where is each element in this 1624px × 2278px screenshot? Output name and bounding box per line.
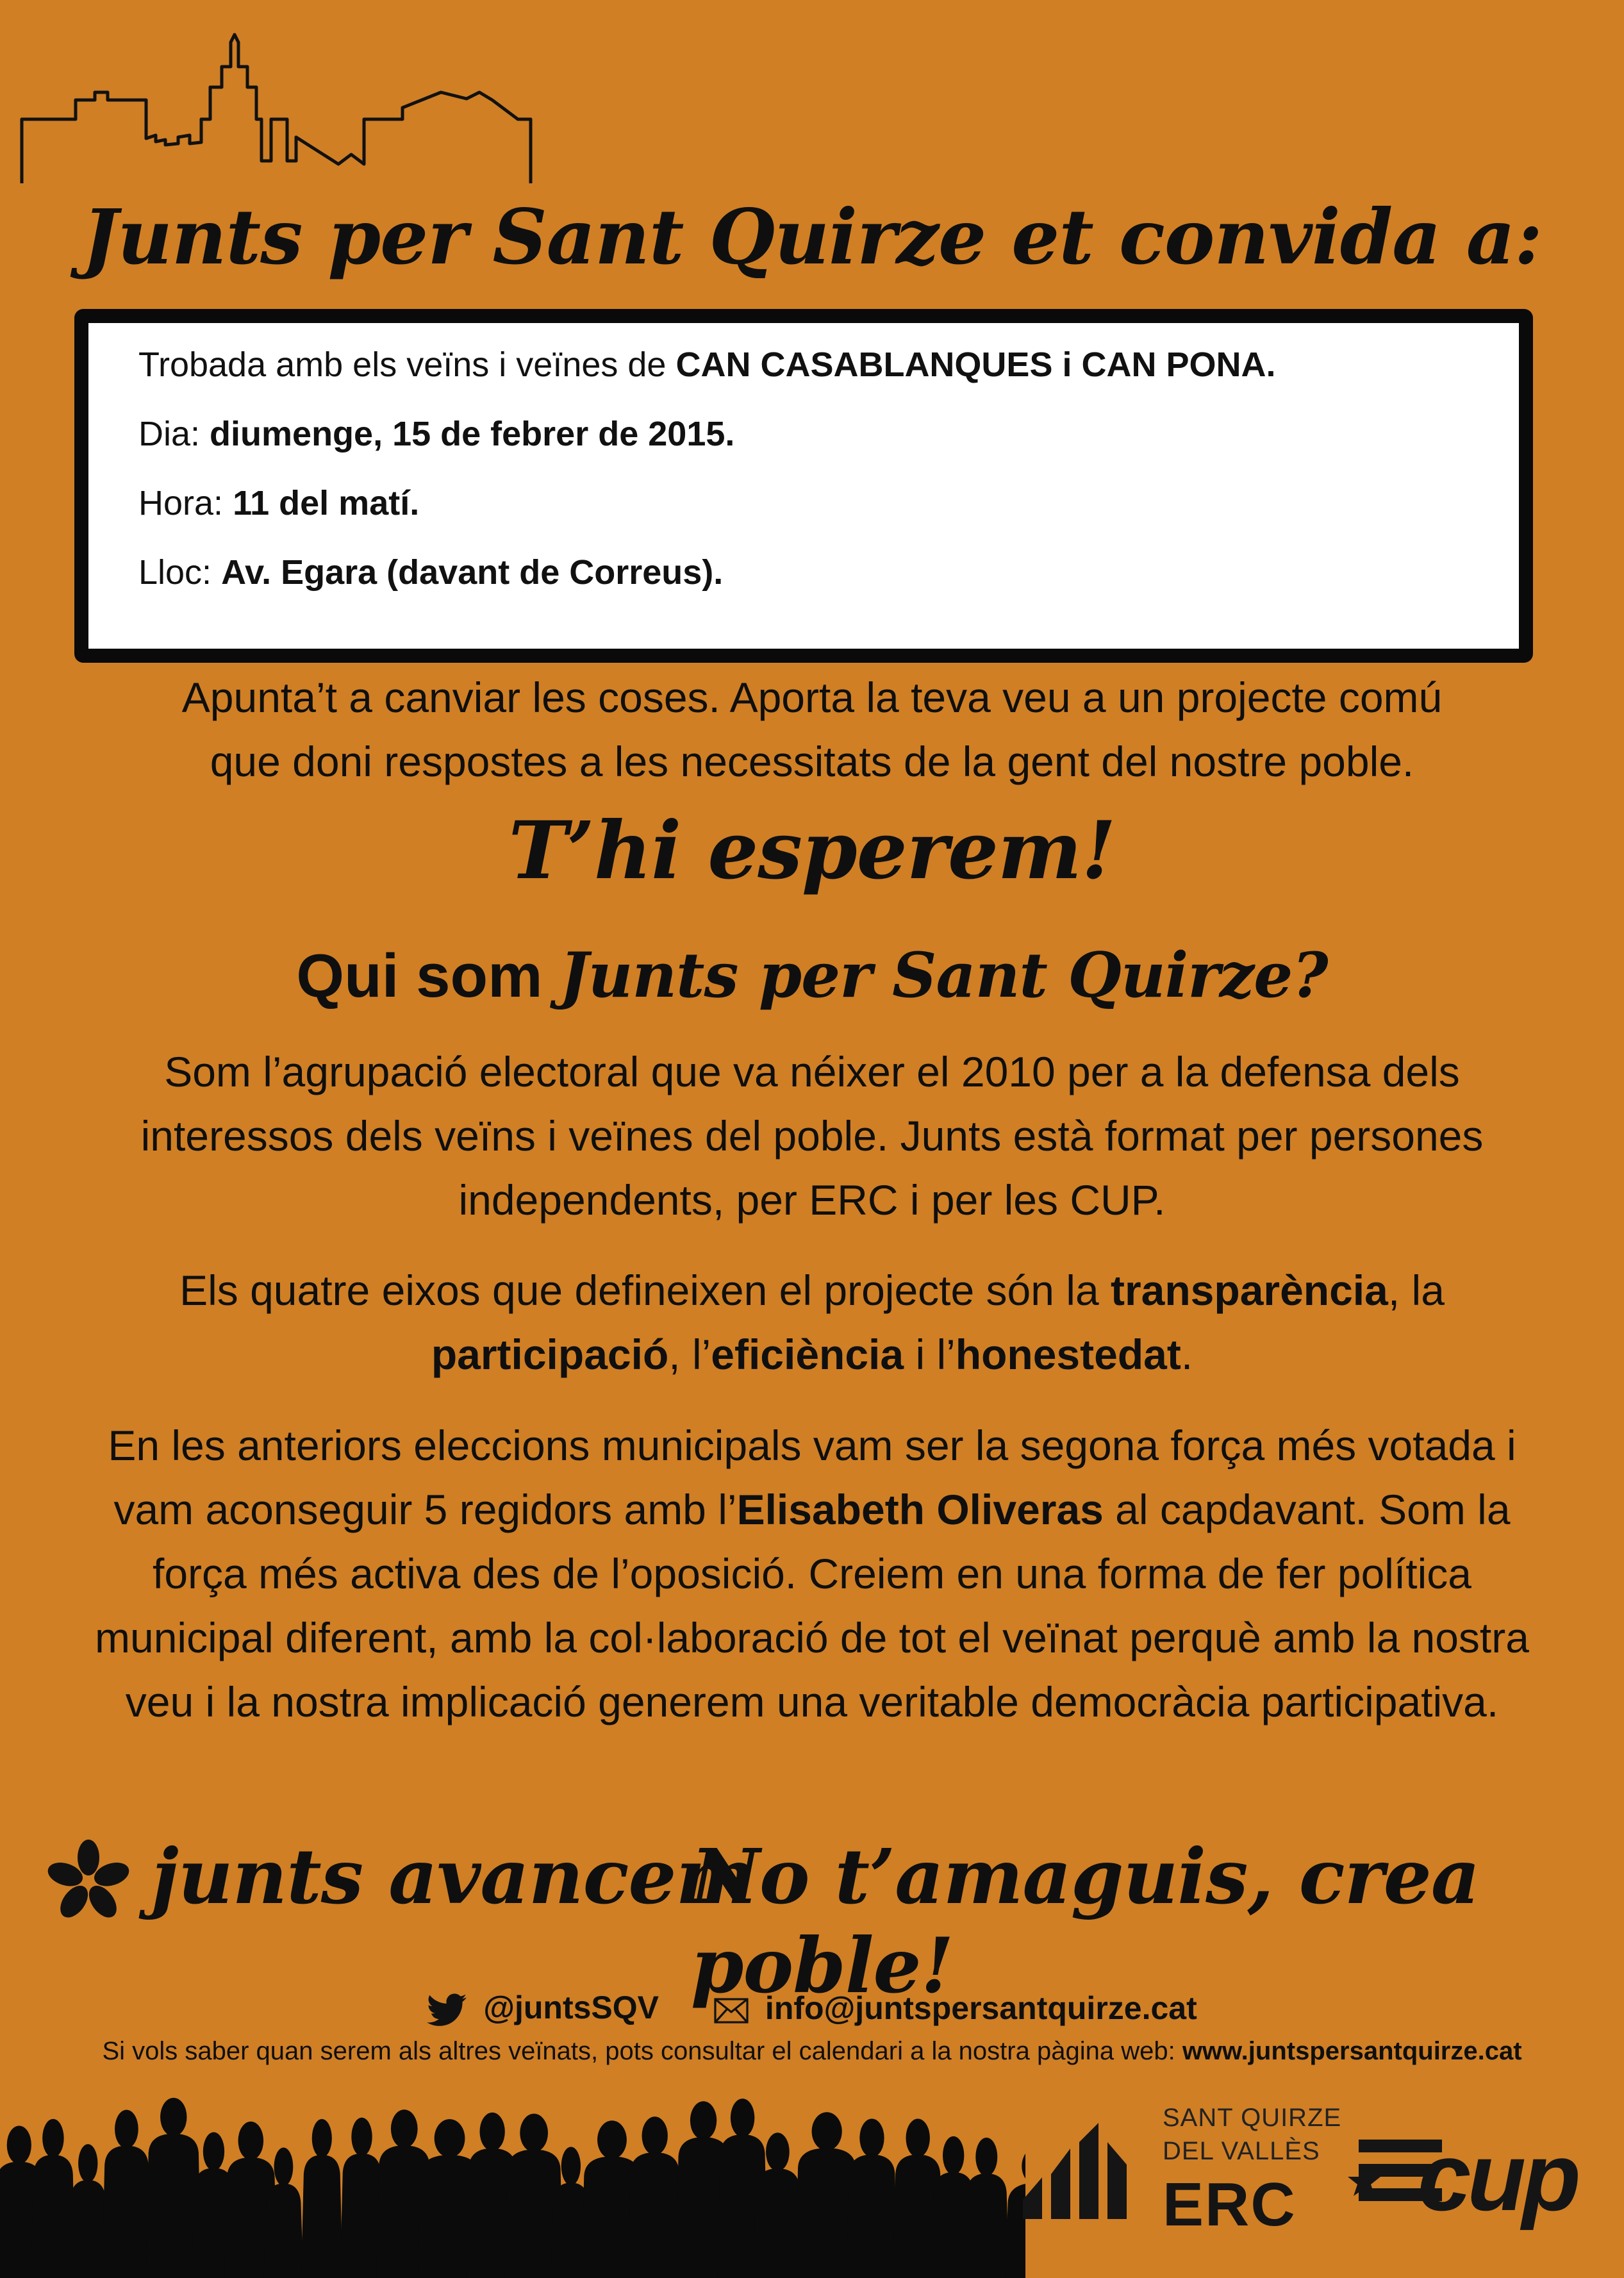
website-link[interactable]: www.juntspersantquirze.cat bbox=[1182, 2037, 1522, 2065]
crowd-person-head bbox=[520, 2114, 548, 2152]
erc-logo-text: ERC bbox=[1163, 2170, 1297, 2239]
crowd-person-body bbox=[263, 2184, 303, 2278]
crowd-person-head bbox=[203, 2132, 224, 2170]
event-line-time bbox=[138, 483, 419, 523]
who-heading-script: Junts per Sant Quirze? bbox=[559, 939, 1328, 1011]
event-meeting-text: Trobada amb els veïns i veïnes de bbox=[138, 345, 676, 384]
crowd-person-head bbox=[115, 2110, 138, 2149]
crowd-person-head bbox=[274, 2148, 294, 2186]
crowd-person-head bbox=[351, 2118, 372, 2156]
email-contact[interactable] bbox=[714, 1990, 1197, 2027]
intro-line-1: Apunta’t a canviar les coses. Aporta la teva veu a un projecte comú bbox=[181, 674, 1443, 721]
event-line-meeting bbox=[138, 345, 1276, 385]
twitter-bird-icon bbox=[427, 1993, 467, 2027]
crowd-person-head bbox=[42, 2119, 63, 2157]
calendar-note bbox=[0, 2037, 1624, 2066]
event-meeting-location: CAN CASABLANQUES i CAN PONA. bbox=[675, 345, 1276, 384]
crowd-person-head bbox=[312, 2119, 332, 2157]
axes-text-2: , la bbox=[1388, 1267, 1445, 1314]
axes-text-5: . bbox=[1181, 1331, 1193, 1378]
slogan-crea-poble: No t’amaguis, crea poble! bbox=[691, 1832, 1480, 2010]
elections-candidate-name: Elisabeth Oliveras bbox=[736, 1486, 1104, 1533]
flower-logo-icon bbox=[45, 1838, 132, 1925]
crowd-person-head bbox=[812, 2112, 842, 2150]
event-place-value: Av. Egara (davant de Correus). bbox=[221, 553, 724, 592]
crowd-person-head bbox=[943, 2136, 964, 2175]
event-line-date bbox=[138, 414, 734, 454]
crowd-person-body bbox=[301, 2155, 343, 2278]
crowd-person-head bbox=[975, 2138, 997, 2176]
cup-logo-text: cup bbox=[1418, 2123, 1577, 2231]
event-time-label: Hora: bbox=[138, 484, 233, 522]
who-heading bbox=[0, 939, 1624, 1011]
envelope-icon bbox=[714, 1998, 749, 2024]
paragraph-elections bbox=[77, 1413, 1547, 1734]
twitter-contact[interactable] bbox=[427, 1989, 659, 2027]
crowd-person-head bbox=[731, 2099, 754, 2137]
event-date-value: diumenge, 15 de febrer de 2015. bbox=[210, 415, 735, 453]
elections-text-1: En les anteriors eleccions municipals vam ser la segona força més votada i vam aconseguir 5 regidors amb l’ bbox=[108, 1422, 1516, 1533]
email-address: info@juntspersantquirze.cat bbox=[765, 1990, 1197, 2026]
crowd-person-head bbox=[480, 2113, 505, 2151]
event-place-label: Lloc: bbox=[138, 553, 222, 592]
event-line-place bbox=[138, 553, 723, 592]
crowd-person-head bbox=[561, 2147, 581, 2185]
crowd-person-body bbox=[628, 2152, 682, 2278]
paragraph-axes bbox=[77, 1258, 1547, 1386]
crowd-person-body bbox=[847, 2154, 898, 2278]
event-info-box bbox=[78, 313, 1529, 659]
who-heading-plain: Qui som bbox=[296, 942, 560, 1010]
cheer-text: T’hi esperem! bbox=[508, 804, 1116, 897]
erc-place-line-1: SANT QUIRZE bbox=[1163, 2104, 1342, 2132]
crowd-person-head bbox=[238, 2122, 264, 2160]
axes-efficiency: eficiència bbox=[711, 1331, 904, 1378]
crowd-person-head bbox=[7, 2125, 31, 2164]
axes-text-3: , l’ bbox=[668, 1331, 711, 1378]
crowd-person-head bbox=[642, 2116, 668, 2155]
crowd-silhouette bbox=[0, 2083, 1025, 2278]
crowd-person-body bbox=[68, 2180, 108, 2278]
erc-place-line-2: DEL VALLÈS bbox=[1163, 2137, 1320, 2165]
skyline-illustration bbox=[18, 23, 543, 196]
crowd-person-head bbox=[435, 2119, 465, 2157]
crowd-person-head bbox=[160, 2098, 186, 2136]
axes-honesty: honestedat bbox=[955, 1331, 1181, 1378]
intro-line-2: que doni respostes a les necessitats de la gent del nostre poble. bbox=[210, 738, 1414, 785]
slogan-junts-avancem: junts avancem bbox=[151, 1832, 756, 1921]
crowd-person-head bbox=[766, 2133, 790, 2171]
axes-participation: participació bbox=[431, 1331, 669, 1378]
contact-row bbox=[0, 1987, 1624, 2027]
crowd-person-head bbox=[859, 2118, 884, 2157]
crowd-person-head bbox=[597, 2120, 627, 2159]
crowd-person-body bbox=[753, 2168, 802, 2278]
crowd-person-head bbox=[391, 2109, 418, 2148]
axes-text-4: i l’ bbox=[904, 1331, 956, 1378]
headline-title: Junts per Sant Quirze et convida a: bbox=[82, 192, 1542, 281]
axes-transparency: transparència bbox=[1110, 1267, 1388, 1314]
crowd-person-head bbox=[690, 2101, 717, 2140]
axes-text-1: Els quatre eixos que defineixen el projecte són la bbox=[179, 1267, 1111, 1314]
crowd-person-head bbox=[906, 2119, 929, 2157]
calendar-text: Si vols saber quan serem als altres veïnats, pots consultar el calendari a la nostra pàgina web: bbox=[102, 2037, 1182, 2065]
twitter-handle: @juntsSQV bbox=[483, 1990, 659, 2026]
paragraph-about: Som l’agrupació electoral que va néixer el 2010 per a la defensa dels interessos dels veïns i veïnes del poble. Junts està format per persones independents, per ERC i per les CUP. bbox=[140, 1048, 1484, 1224]
crowd-person-body bbox=[102, 2146, 151, 2278]
elections-text-2: al capdavant. Som la força més activa des de l’oposició. Creiem en una forma de fer política municipal diferent, amb la col·laboració de tot el veïnat perquè amb la nostra veu i la nostra implicació generem una veritable democràcia participativa. bbox=[95, 1486, 1529, 1725]
event-time-value: 11 del matí. bbox=[233, 484, 420, 522]
crowd-person-head bbox=[78, 2144, 97, 2182]
crowd-person-body bbox=[964, 2174, 1009, 2278]
event-date-label: Dia: bbox=[138, 415, 210, 453]
